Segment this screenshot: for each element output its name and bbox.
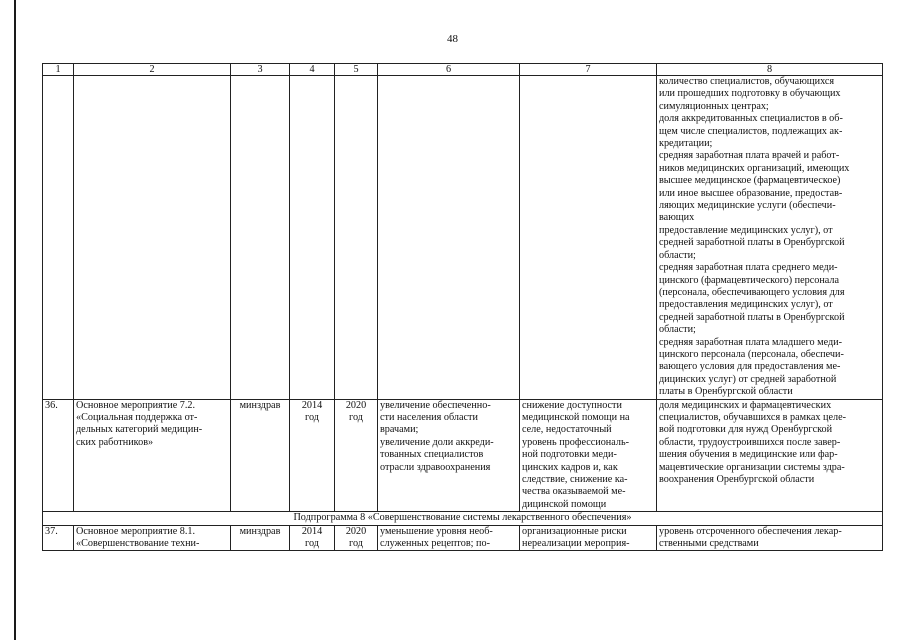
- subprogram-heading: Подпрограмма 8 «Совершенствование системы лекарственного обеспечения»: [43, 512, 883, 525]
- consequences-cell: снижение доступности медицинской помощи на селе, недостаточный уровень профессиональ- ной подготовки меди- цинских кадров и, как следствие, снижение ка- чества оказываемой ме- дицинской помощи: [520, 399, 657, 512]
- end-year-cell: 2020 год: [335, 525, 378, 551]
- executor-cell: минздрав: [231, 525, 290, 551]
- row-number: 37.: [43, 525, 74, 551]
- table-row-37: [43, 525, 883, 551]
- binder-edge-line: [14, 0, 16, 640]
- empty-cell: [335, 76, 378, 400]
- row-number: 36.: [43, 399, 74, 512]
- table-row-36: [43, 399, 883, 512]
- program-measures-table: [42, 63, 883, 551]
- expected-result-cell: увеличение обеспеченно- сти населения области врачами; увеличение доли аккреди- тованных специалистов отрасли здравоохранения: [378, 399, 520, 512]
- column-number: 2: [74, 64, 231, 76]
- start-year-cell: 2014 год: [290, 399, 335, 512]
- subprogram-heading-row: [43, 512, 883, 525]
- measure-name-cell: Основное мероприятие 8.1. «Совершенствование техни-: [74, 525, 231, 551]
- column-number: 5: [335, 64, 378, 76]
- empty-cell: [74, 76, 231, 400]
- indicators-cell: уровень отсроченного обеспечения лекар- ственными средствами: [657, 525, 883, 551]
- column-number: 8: [657, 64, 883, 76]
- start-year-cell: 2014 год: [290, 525, 335, 551]
- empty-cell: [43, 76, 74, 400]
- indicators-cell: количество специалистов, обучающихся или прошедших подготовку в обучающих симуляционных центрах; доля аккредитованных специалистов в об- щем числе специалистов, подлежащих ак- кредитации; средняя заработная плата врачей и работ- ников медицинских организаций, имеющих высшее медицинское (фармацевтическое) или иное высшее образование, предостав- ляющих медицинские услуги (обеспечи- вающих предоставление медицинских услуг), от средней заработной платы в Оренбургской области; средняя заработная плата среднего меди- цинского (фармацевтического) персонала (персонала, обеспечивающего условия для предоставления медицинских услуг), от средней заработной платы в Оренбургской области; средняя заработная плата младшего меди- цинского персонала (персонала, обеспечи- вающего условия для предоставления ме- дицинских услуг) от средней заработной платы в Оренбургской области: [657, 76, 883, 400]
- empty-cell: [520, 76, 657, 400]
- column-number: 4: [290, 64, 335, 76]
- executor-cell: минздрав: [231, 399, 290, 512]
- page-number: 48: [447, 33, 458, 45]
- table-row-continuation: [43, 76, 883, 400]
- column-number: 7: [520, 64, 657, 76]
- expected-result-cell: уменьшение уровня необ- служенных рецептов; по-: [378, 525, 520, 551]
- empty-cell: [378, 76, 520, 400]
- measure-name-cell: Основное мероприятие 7.2. «Социальная поддержка от- дельных категорий медицин- ских работников»: [74, 399, 231, 512]
- column-number: 6: [378, 64, 520, 76]
- end-year-cell: 2020 год: [335, 399, 378, 512]
- indicators-cell: доля медицинских и фармацевтических специалистов, обучавшихся в рамках целе- вой подготовки для нужд Оренбургской области, трудоустроившихся после завер- шения обучения в медицинские или фар- мацевтические организации системы здра- воохранения Оренбургской области: [657, 399, 883, 512]
- column-number-row: [43, 64, 883, 76]
- column-number: 3: [231, 64, 290, 76]
- column-number: 1: [43, 64, 74, 76]
- consequences-cell: организационные риски нереализации мероприя-: [520, 525, 657, 551]
- empty-cell: [290, 76, 335, 400]
- empty-cell: [231, 76, 290, 400]
